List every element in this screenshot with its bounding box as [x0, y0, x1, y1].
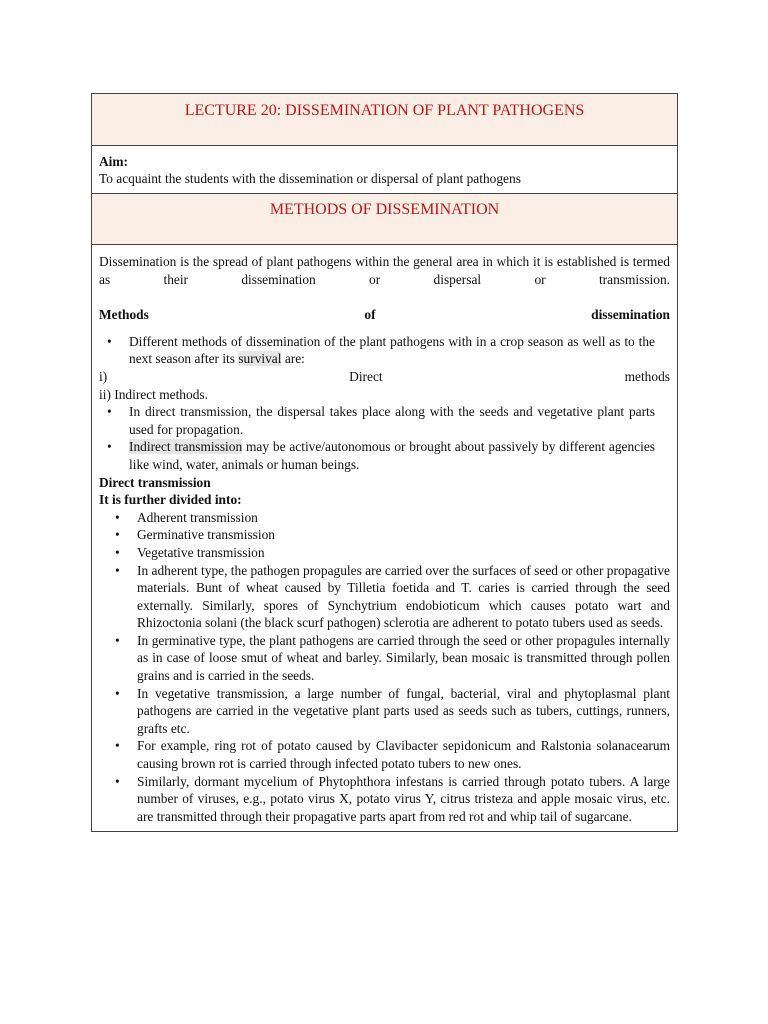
list-item: • Adherent transmission: [99, 509, 670, 527]
aim-label: Aim:: [99, 154, 129, 169]
methods-heading: Methods of dissemination: [99, 307, 670, 323]
aim-text: To acquaint the students with the dissemination or dispersal of plant pathogens: [99, 171, 521, 186]
indirect-methods-line: ii) Indirect methods.: [99, 386, 208, 402]
lecture-title: LECTURE 20: DISSEMINATION OF PLANT PATHOGENS: [92, 94, 677, 146]
highlighted-text: survival: [238, 351, 282, 367]
list-item: • Germinative transmission: [99, 526, 670, 544]
direct-transmission-heading: Direct transmission: [99, 474, 211, 490]
section-title: METHODS OF DISSEMINATION: [92, 193, 677, 245]
list-item: • Indirect transmission may be active/autonomous or brought about passively by different agencies like wind, water, animals or human beings.: [99, 438, 670, 473]
highlighted-text: Indirect transmission: [129, 439, 243, 455]
list-item: • Different methods of dissemination of the plant pathogens with in a crop season as well as to the next season after its survival are:: [99, 333, 670, 368]
list-item: • Similarly, dormant mycelium of Phytophthora infestans is carried through potato tubers. A large number of viruses, e.g., potato virus X, potato virus Y, citrus tristeza and apple mosaic virus, etc. are transmitted through their propagative parts apart from red rot and whip tail of sugarcane.: [99, 773, 670, 826]
content-body: [92, 245, 677, 831]
aim-section: [92, 146, 677, 193]
methods-list: [99, 333, 670, 368]
list-item: • In adherent type, the pathogen propagules are carried over the surfaces of seed or other propagative materials. Bunt of wheat caused by Tilletia foetida and T. caries is carried through the seed externally. Similarly, spores of Synchytrium endobioticum which causes potato wart and Rhizoctonia solani (the black scurf pathogen) sclerotia are adherent to potato tubers used as seeds.: [99, 562, 670, 632]
lecture-document: [91, 93, 678, 832]
further-divided-heading: It is further divided into:: [99, 492, 242, 508]
list-item: • In germinative type, the plant pathogens are carried through the seed or other propagules internally as in case of loose smut of wheat and barley. Similarly, bean mosaic is transmitted through pollen grains and is carried in the seeds.: [99, 632, 670, 685]
list-item: • Vegetative transmission: [99, 544, 670, 562]
list-item: • For example, ring rot of potato caused by Clavibacter sepidonicum and Ralstonia solanacearum causing brown rot is carried through infected potato tubers to new ones.: [99, 737, 670, 772]
list-item: • In direct transmission, the dispersal takes place along with the seeds and vegetative plant parts used for propagation.: [99, 403, 670, 438]
intro-paragraph: Dissemination is the spread of plant pathogens within the general area in which it is established is termed as their dissemination or dispersal or transmission.: [99, 254, 670, 287]
list-item: • In vegetative transmission, a large number of fungal, bacterial, viral and phytoplasmal plant pathogens are carried in the vegetative plant parts used as seeds such as tubers, cuttings, runners, grafts etc.: [99, 685, 670, 738]
types-list: [99, 509, 670, 826]
direct-methods-line: i) Direct methods: [99, 368, 670, 384]
transmission-list: [99, 403, 670, 473]
